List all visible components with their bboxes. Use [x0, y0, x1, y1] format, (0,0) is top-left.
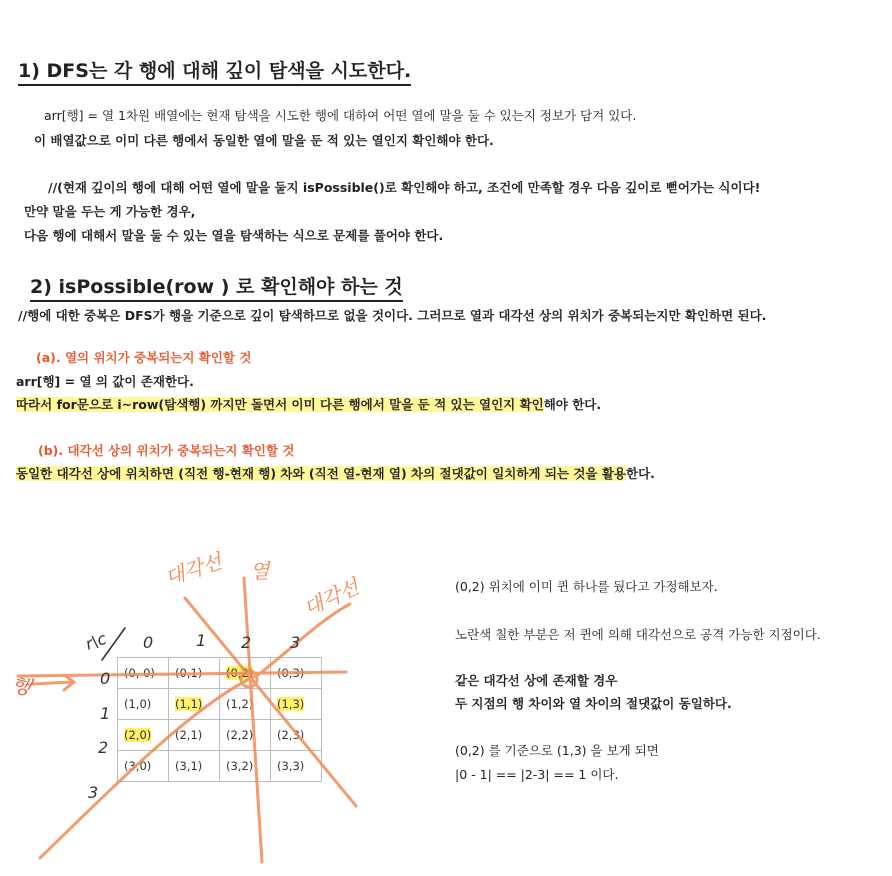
s1-line-2: 이 배열값으로 이미 다른 행에서 동일한 열에 말을 둔 적 있는 열인지 확인해야 한다. [34, 133, 494, 148]
label-axis: r\c [82, 628, 109, 654]
s1-line-1-visible: arr[행] = 열 1차원 배열에는 현재 탐색을 시도한 행에 대하여 어떤 열에 말을 둘 수 있는지 정보가 담겨 있다. [44, 108, 637, 123]
s2-intro: //행에 대한 중복은 DFS가 행을 기준으로 깊이 탐색하므로 없을 것이다. 그러므로 열과 대각선 상의 위치가 중복되는지만 확인하면 된다. [18, 308, 767, 323]
row-num-2: 2 [98, 738, 109, 757]
label-diag-left: 대각선 [162, 549, 225, 590]
board-cell-highlighted: (2,0) [118, 720, 169, 751]
board-cell-highlighted: (1,1) [169, 689, 220, 720]
board-cell: (2,3) [271, 720, 322, 751]
row-num-3: 3 [88, 783, 99, 802]
explain-p2: 노란색 칠한 부분은 저 퀸에 의해 대각선으로 공격 가능한 지점이다. [455, 627, 821, 642]
board-cell: (2,1) [169, 720, 220, 751]
s1-line-4: 만약 말을 두는 게 가능한 경우, [24, 204, 196, 219]
column-line [244, 578, 262, 862]
section2-title: 2) isPossible(row ) 로 확인해야 하는 것 [30, 276, 403, 302]
s2-b-line-highlight: 동일한 대각선 상에 위치하면 (직전 행-현재 행) 차와 (직전 열-현재 열) 차의 절댓값이 일치하게 되는 것을 활용 [16, 466, 627, 481]
row-arrow [33, 675, 74, 690]
label-row: 행 [8, 671, 34, 700]
row-line [18, 672, 346, 676]
board-cell: (3,0) [118, 751, 169, 782]
row-num-0: 0 [100, 669, 111, 688]
explain-p3a: 같은 대각선 상에 존재할 경우 [455, 673, 618, 688]
explain-p4a: (0,2) 를 기준으로 (1,3) 을 보게 되면 [455, 743, 659, 758]
board-cell: (1,0) [118, 689, 169, 720]
s2-a-line1: arr[행] = 열 의 값이 존재한다. [16, 374, 194, 389]
s2-a-line2-highlight: 따라서 for문으로 i~row(탐색행) 까지만 돌면서 이미 다른 행에서 말을 둔 적 있는 열인지 확인 [16, 397, 544, 412]
board-cell-highlighted: (1,3) [271, 689, 322, 720]
board-cell: (2,2) [220, 720, 271, 751]
board-cell: (3,2) [220, 751, 271, 782]
label-col: 열 [250, 559, 270, 583]
board-cell: (3,3) [271, 751, 322, 782]
col-num-1: 1 [196, 631, 207, 650]
board-cell: (0,3) [271, 658, 322, 689]
s1-line-5: 다음 행에 대해서 말을 둘 수 있는 열을 탐색하는 식으로 문제를 풀어야 한다. [24, 228, 444, 243]
board-cell: (1,2) [220, 689, 271, 720]
col-num-2: 2 [241, 633, 252, 652]
explain-p4b: |0 - 1| == |2-3| == 1 이다. [455, 767, 619, 782]
row-num-1: 1 [100, 704, 111, 723]
s2-b-title: (b). 대각선 상의 위치가 중복되는지 확인할 것 [38, 443, 295, 458]
board-cell: (0,1) [169, 658, 220, 689]
board-cell: (3,1) [169, 751, 220, 782]
board-cell: (0, 0) [118, 658, 169, 689]
s2-b-line-rest: 한다. [626, 466, 655, 481]
section1-title: 1) DFS는 각 행에 대해 깊이 탐색을 시도한다. [18, 60, 411, 86]
s2-a-line2-rest: 해야 한다. [543, 397, 602, 412]
board-cell-queen: (0,2) [220, 658, 271, 689]
col-num-0: 0 [143, 633, 154, 652]
col-num-3: 3 [290, 633, 301, 652]
explain-p3b: 두 지점의 행 차이와 열 차이의 절댓값이 동일하다. [455, 696, 732, 711]
explain-p1: (0,2) 위치에 이미 퀸 하나를 뒀다고 가정해보자. [455, 579, 718, 594]
s2-a-title: (a). 열의 위치가 중복되는지 확인할 것 [36, 350, 252, 365]
label-diag-right: 대각선 [299, 574, 363, 621]
s1-line-3: //(현재 깊이의 행에 대해 어떤 열에 말을 둘지 isPossible()로 확인해야 하고, 조건에 만족할 경우 다음 깊이로 뻗어가는 식이다! [48, 180, 761, 195]
